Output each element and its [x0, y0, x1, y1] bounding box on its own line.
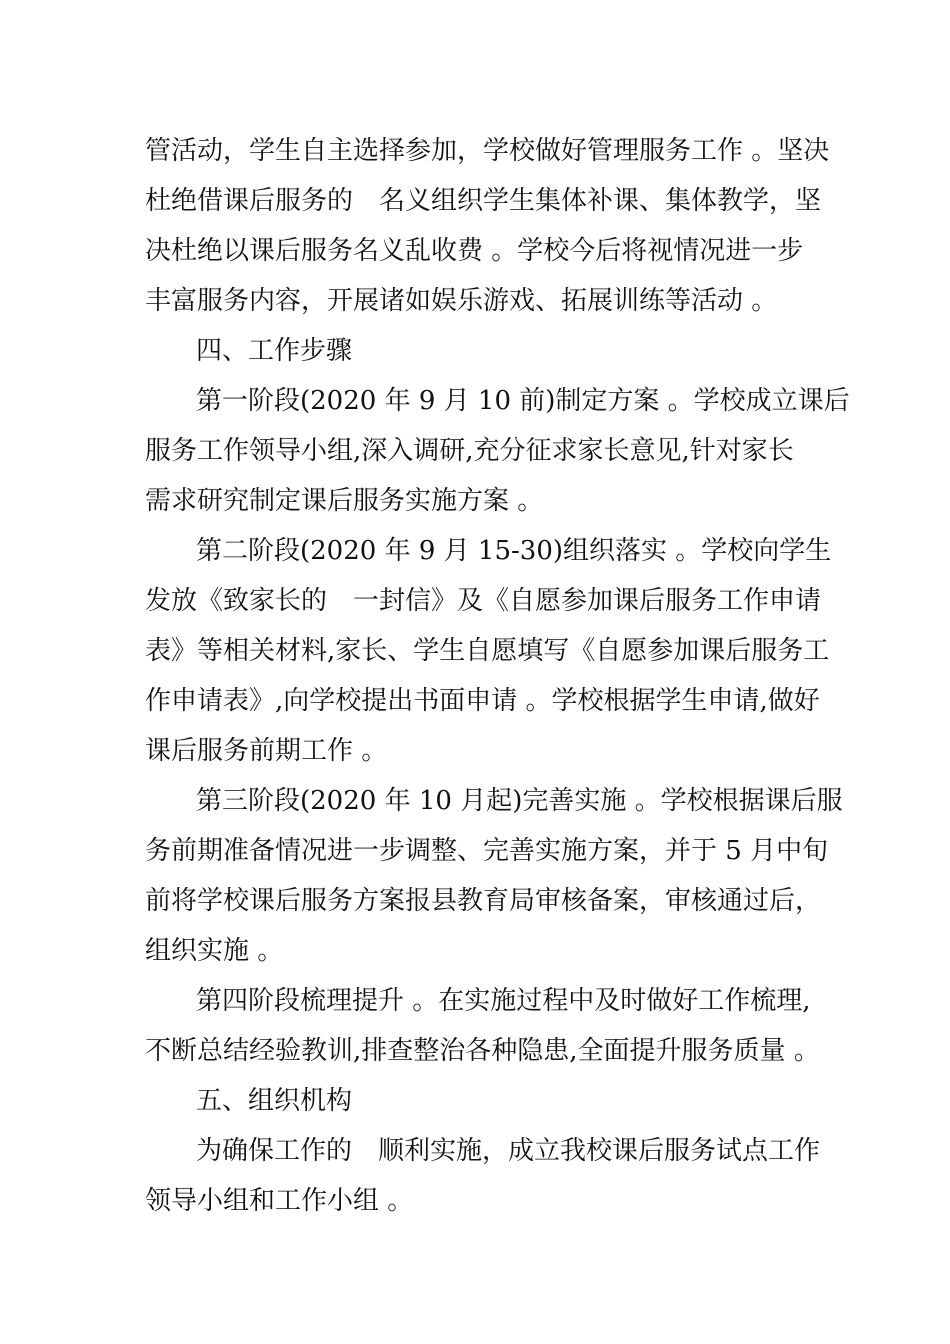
text-line: 不断总结经验教训,排查整治各种隐患,全面提升服务质量 。 [145, 1036, 820, 1066]
section-heading: 四、工作步骤 [196, 336, 353, 366]
text-line: 组织实施 。 [145, 936, 284, 966]
text-line: 发放《致家长的 一封信》及《自愿参加课后服务工作申请 [145, 586, 822, 616]
text-line: 务前期准备情况进一步调整、完善实施方案，并于 5 月中旬 [145, 836, 829, 866]
text-line: 领导小组和工作小组 。 [145, 1186, 414, 1216]
text-line: 课后服务前期工作 。 [145, 736, 388, 766]
text-line: 表》等相关材料,家长、学生自愿填写《自愿参加课后服务工 [145, 636, 830, 666]
text-line: 决杜绝以课后服务名义乱收费 。学校今后将视情况进一步 [145, 236, 804, 266]
text-line: 第三阶段(2020 年 10 月起)完善实施 。学校根据课后服 [196, 786, 843, 816]
text-line: 第二阶段(2020 年 9 月 15-30)组织落实 。学校向学生 [196, 536, 832, 566]
section-heading: 五、组织机构 [196, 1086, 353, 1116]
text-line: 第四阶段梳理提升 。在实施过程中及时做好工作梳理, [196, 986, 811, 1016]
text-line: 丰富服务内容，开展诸如娱乐游戏、拓展训练等活动 。 [145, 286, 778, 316]
text-line: 杜绝借课后服务的 名义组织学生集体补课、集体教学，坚 [145, 186, 822, 216]
text-line: 作申请表》,向学校提出书面申请 。学校根据学生申请,做好 [145, 686, 820, 716]
text-line: 管活动，学生自主选择参加，学校做好管理服务工作 。坚决 [145, 136, 830, 166]
text-line: 需求研究制定课后服务实施方案 。 [145, 486, 544, 516]
text-line: 为确保工作的 顺利实施，成立我校课后服务试点工作 [196, 1136, 821, 1166]
text-line: 前将学校课后服务方案报县教育局审核备案，审核通过后， [145, 886, 822, 916]
text-line: 第一阶段(2020 年 9 月 10 前)制定方案 。学校成立课后 [196, 386, 850, 416]
text-line: 服务工作领导小组,深入调研,充分征求家长意见,针对家长 [145, 436, 794, 466]
